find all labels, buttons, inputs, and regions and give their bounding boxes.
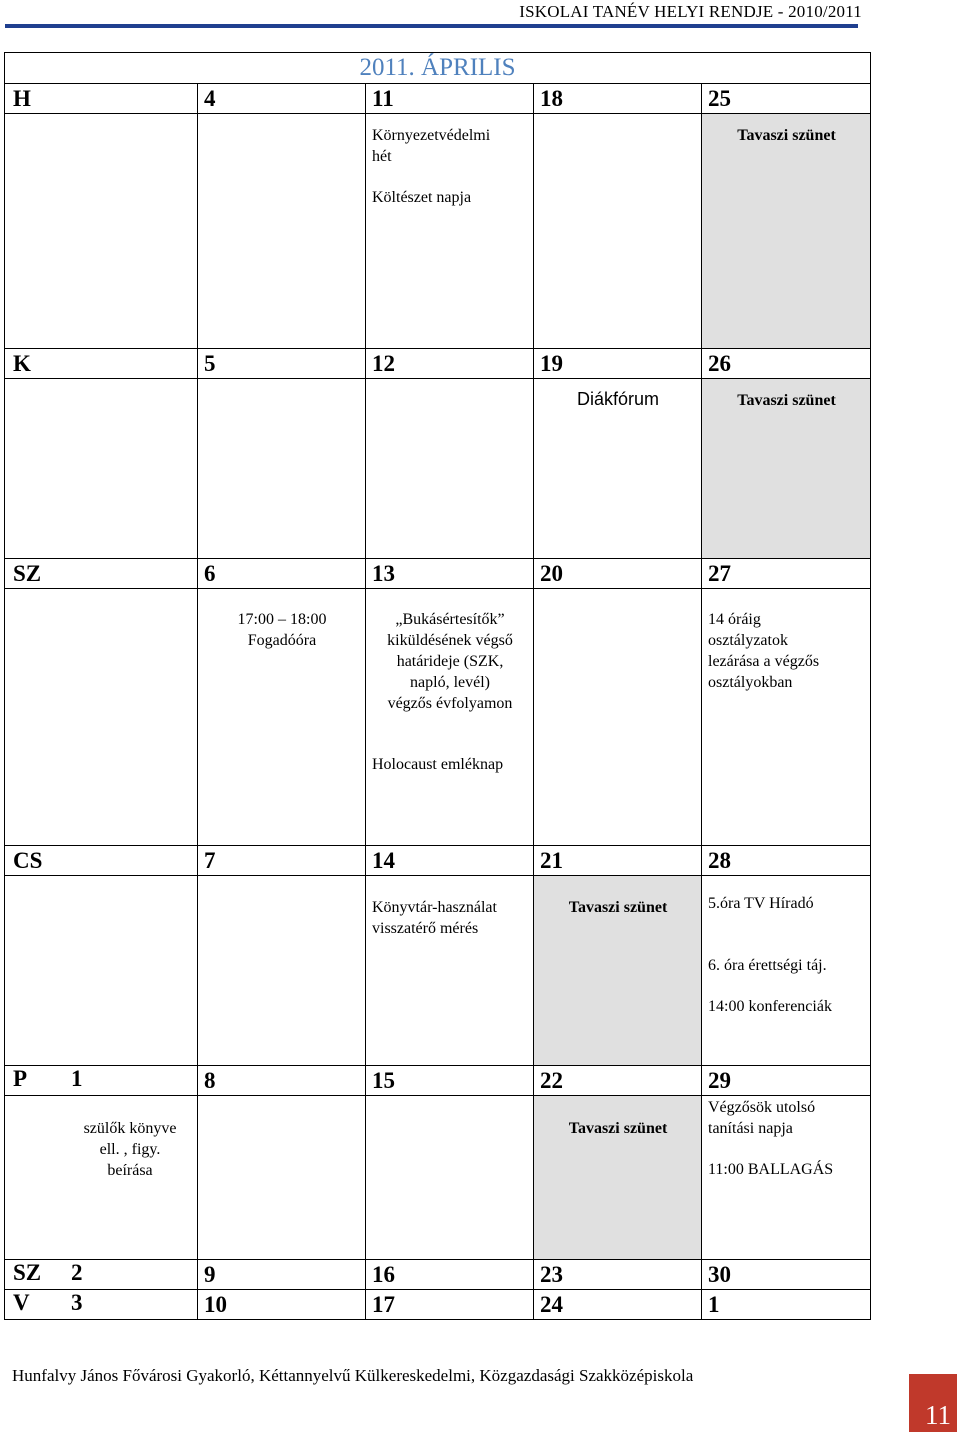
day-cell <box>702 1096 871 1260</box>
day-label <box>5 1066 198 1096</box>
date-cell: 27 <box>702 559 871 589</box>
day-cell-holiday <box>702 114 871 349</box>
day-label: SZ <box>5 559 198 589</box>
event-text: osztályzatok <box>708 632 788 649</box>
day-label: K <box>5 349 198 379</box>
event-text: 5.óra TV Híradó <box>708 895 814 912</box>
day-cell <box>534 589 702 846</box>
date-cell: 24 <box>534 1290 702 1320</box>
event-text: lezárása a végzős <box>708 653 820 670</box>
date-cell: 19 <box>534 349 702 379</box>
event-text: határideje (SZK, <box>396 653 504 670</box>
day-cell <box>702 589 871 846</box>
month-title-row <box>5 53 871 84</box>
date-cell: 9 <box>198 1260 366 1290</box>
day-cell <box>5 379 198 559</box>
week-row-header <box>5 349 871 379</box>
event-text: tanítási napja <box>708 1120 793 1137</box>
day-cell <box>198 114 366 349</box>
event-text: Tavaszi szünet <box>737 127 836 144</box>
event-text: beírása <box>107 1162 153 1179</box>
event-text: visszatérő mérés <box>372 920 479 937</box>
event-text: 14 óráig <box>708 611 761 628</box>
event-text: ell. , figy. <box>99 1141 161 1158</box>
page-number: 11 <box>925 1400 951 1430</box>
event-text: szülők könyve <box>83 1120 177 1137</box>
date-cell: 4 <box>198 84 366 114</box>
date-cell: 6 <box>198 559 366 589</box>
day-cell <box>366 1096 534 1260</box>
date-cell: 21 <box>534 846 702 876</box>
event-text: 14:00 konferenciák <box>708 998 832 1015</box>
day-cell <box>5 589 198 846</box>
date-cell: 15 <box>366 1066 534 1096</box>
day-cell-holiday <box>702 379 871 559</box>
event-text: Tavaszi szünet <box>737 392 836 409</box>
week-row-body <box>5 379 871 559</box>
week-row-body <box>5 589 871 846</box>
day-name: SZ <box>13 1260 42 1285</box>
date-cell: 20 <box>534 559 702 589</box>
date-cell: 11 <box>366 84 534 114</box>
date-cell: 30 <box>702 1260 871 1290</box>
week-row-header <box>5 1260 871 1290</box>
event-text: napló, levél) <box>410 674 490 691</box>
event-text: Tavaszi szünet <box>568 899 668 916</box>
date-cell: 29 <box>702 1066 871 1096</box>
day-cell <box>198 876 366 1066</box>
page-number-box <box>909 1374 957 1432</box>
footer-school-name: Hunfalvy János Fővárosi Gyakorló, Kéttannyelvű Külkereskedelmi, Közgazdasági Szakközépiskola <box>12 1366 694 1385</box>
date-cell: 16 <box>366 1260 534 1290</box>
date-cell: 1 <box>702 1290 871 1320</box>
week-row-body <box>5 876 871 1066</box>
week-row-body <box>5 1096 871 1260</box>
day-cell-holiday <box>534 876 702 1066</box>
event-text: Diákfórum <box>576 389 660 409</box>
event-text: Tavaszi szünet <box>568 1120 668 1137</box>
day-cell <box>366 876 534 1066</box>
event-text: „Bukásértesítők” <box>395 611 505 628</box>
day-name: P <box>13 1066 28 1091</box>
date-cell: 10 <box>198 1290 366 1320</box>
page-header-title: ISKOLAI TANÉV HELYI RENDJE - 2010/2011 <box>519 2 862 21</box>
week-row-header <box>5 1066 871 1096</box>
date-cell: 7 <box>198 846 366 876</box>
date-cell: 18 <box>534 84 702 114</box>
day-cell <box>366 379 534 559</box>
day-cell <box>702 876 871 1066</box>
week-row-header <box>5 84 871 114</box>
date-cell: 14 <box>366 846 534 876</box>
date-cell: 25 <box>702 84 871 114</box>
date-number: 1 <box>71 1066 83 1091</box>
date-cell: 5 <box>198 349 366 379</box>
event-text: végzős évfolyamon <box>387 695 513 712</box>
day-cell <box>5 114 198 349</box>
april-calendar-table <box>4 52 871 1320</box>
date-cell: 12 <box>366 349 534 379</box>
event-text: 17:00 – 18:00 <box>237 611 327 628</box>
day-label <box>5 1290 198 1320</box>
week-row-body <box>5 114 871 349</box>
event-text: hét <box>372 148 392 165</box>
event-text: Fogadóóra <box>247 632 317 649</box>
event-text: kiküldésének végső <box>387 632 513 649</box>
header-rule <box>5 24 858 28</box>
date-cell: 28 <box>702 846 871 876</box>
day-label: CS <box>5 846 198 876</box>
day-cell <box>534 114 702 349</box>
day-cell <box>198 589 366 846</box>
day-label <box>5 1260 198 1290</box>
day-cell <box>198 379 366 559</box>
date-number: 2 <box>71 1260 83 1285</box>
event-text: Holocaust emléknap <box>372 756 504 773</box>
day-cell <box>366 589 534 846</box>
event-text: Végzősök utolsó <box>708 1099 816 1116</box>
day-label: H <box>5 84 198 114</box>
event-text: osztályokban <box>708 674 793 691</box>
day-cell <box>5 1096 198 1260</box>
date-number: 3 <box>71 1290 83 1315</box>
event-text: Költészet napja <box>372 189 472 206</box>
week-row-header <box>5 846 871 876</box>
date-cell: 13 <box>366 559 534 589</box>
event-text: 6. óra érettségi táj. <box>708 957 827 974</box>
day-cell <box>5 876 198 1066</box>
month-title: 2011. ÁPRILIS <box>5 53 871 84</box>
day-cell-holiday <box>534 1096 702 1260</box>
event-text: 11:00 BALLAGÁS <box>708 1161 834 1178</box>
week-row-header <box>5 1290 871 1320</box>
date-cell: 22 <box>534 1066 702 1096</box>
event-text: Környezetvédelmi <box>372 127 491 144</box>
day-cell <box>366 114 534 349</box>
event-text: Könyvtár-használat <box>372 899 497 916</box>
day-cell <box>534 379 702 559</box>
date-cell: 23 <box>534 1260 702 1290</box>
date-cell: 8 <box>198 1066 366 1096</box>
week-row-header <box>5 559 871 589</box>
day-name: V <box>13 1290 30 1315</box>
date-cell: 26 <box>702 349 871 379</box>
date-cell: 17 <box>366 1290 534 1320</box>
